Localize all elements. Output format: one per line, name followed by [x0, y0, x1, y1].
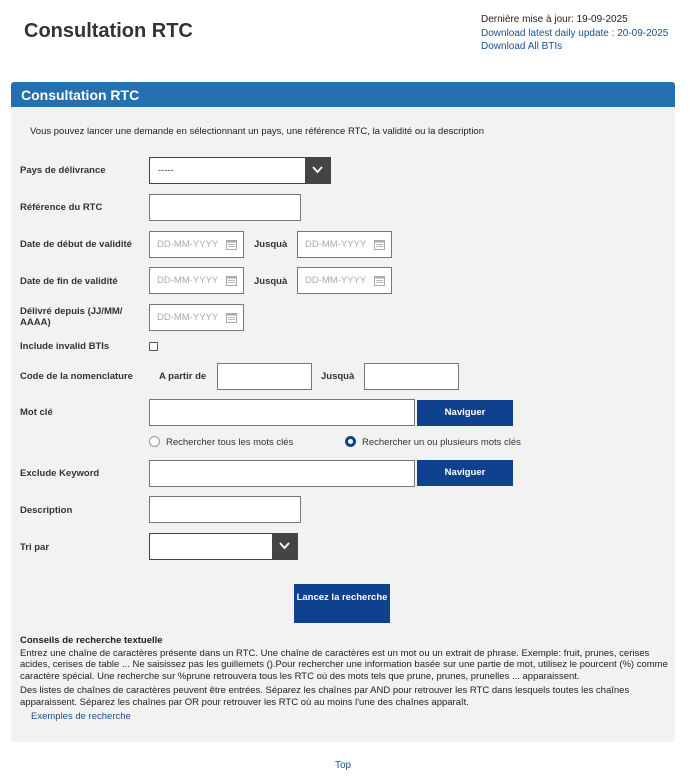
radio-selected-icon — [345, 436, 356, 447]
radio-all-label: Rechercher tous les mots clés — [166, 437, 294, 448]
exclude-keyword-input[interactable] — [149, 460, 415, 487]
page-title: Consultation RTC — [24, 20, 193, 42]
exclude-keyword-label: Exclude Keyword — [20, 468, 100, 479]
sort-select[interactable] — [149, 533, 298, 560]
download-all-link[interactable]: Download All BTIs — [481, 41, 563, 52]
nomenclature-from-label: A partir de — [159, 371, 207, 382]
radio-unselected-icon — [149, 436, 160, 447]
keyword-input[interactable] — [149, 399, 415, 426]
calendar-icon[interactable] — [374, 275, 385, 286]
sort-label: Tri par — [20, 542, 50, 553]
intro-text: Vous pouvez lancer une demande en sélectionnant un pays, une référence RTC, la validité ou la description — [30, 126, 485, 137]
search-tips — [20, 635, 670, 723]
nomenclature-to-input[interactable] — [364, 363, 459, 390]
end-validity-to-input[interactable] — [297, 267, 392, 294]
end-validity-label: Date de fin de validité — [20, 276, 118, 287]
tips-paragraph-2: Des listes de chaînes de caractères peuvent être entrées. Séparez les chaînes par AND pour retrouver les RTC dans lesquels toutes les chaînes apparaissent. Séparez les chaînes par OR pour retrouver les RTC où au moins l'une des chaînes apparaît. — [20, 684, 630, 708]
country-label: Pays de délivrance — [20, 165, 106, 176]
date-placeholder: DD-MM-YYYY — [305, 239, 367, 250]
panel-title: Consultation RTC — [11, 82, 675, 107]
keyword-label: Mot clé — [20, 407, 53, 418]
end-validity-from-input[interactable] — [149, 267, 244, 294]
search-button[interactable]: Lancez la recherche — [294, 584, 390, 623]
nomenclature-until-label: Jusquà — [321, 371, 355, 382]
exclude-browse-button[interactable]: Naviguer — [417, 460, 513, 486]
country-select-value: ----- — [158, 165, 174, 176]
reference-input[interactable] — [149, 194, 301, 221]
search-examples-link[interactable]: Exemples de recherche — [31, 711, 131, 723]
chevron-down-icon — [305, 158, 330, 183]
start-validity-until-label: Jusquà — [254, 239, 288, 250]
radio-all-keywords[interactable] — [149, 436, 293, 448]
calendar-icon[interactable] — [226, 239, 237, 250]
nomenclature-label: Code de la nomenclature — [20, 371, 133, 382]
date-placeholder: DD-MM-YYYY — [305, 275, 367, 286]
description-label: Description — [20, 505, 73, 516]
radio-any-label: Rechercher un ou plusieurs mots clés — [362, 437, 521, 448]
issued-since-label: Délivré depuis (JJ/MM/ AAAA) — [20, 306, 123, 328]
date-placeholder: DD-MM-YYYY — [157, 312, 219, 323]
nomenclature-from-input[interactable] — [217, 363, 312, 390]
calendar-icon[interactable] — [226, 312, 237, 323]
search-panel — [11, 82, 675, 742]
country-select[interactable] — [149, 157, 331, 184]
start-validity-to-input[interactable] — [297, 231, 392, 258]
include-invalid-checkbox[interactable] — [149, 342, 158, 351]
tips-paragraph-1: Entrez une chaîne de caractères présente dans un RTC. Une chaîne de caractères est un mot ou un extrait de phrase. Exemple: fruit, prunes, cerises acides, cerises de table ... Ne saisissez pas les guillemets ().Pour rechercher une information basée sur une partie de mot, utilisez le pourcent (%) comme caractère spécial. Une recherche sur %prune retrouvera tous les RTC où des mots tels que prune, prunes, prunelles ... apparaissent. — [20, 647, 668, 683]
keyword-browse-button[interactable]: Naviguer — [417, 400, 513, 426]
download-daily-link[interactable]: Download latest daily update : 20-09-2025 — [481, 27, 669, 39]
reference-label: Référence du RTC — [20, 202, 103, 213]
update-info — [481, 13, 668, 54]
date-placeholder: DD-MM-YYYY — [157, 275, 219, 286]
issued-since-input[interactable] — [149, 304, 244, 331]
start-validity-label: Date de début de validité — [20, 239, 132, 250]
chevron-down-icon — [272, 534, 297, 559]
calendar-icon[interactable] — [374, 239, 385, 250]
date-placeholder: DD-MM-YYYY — [157, 239, 219, 250]
start-validity-from-input[interactable] — [149, 231, 244, 258]
calendar-icon[interactable] — [226, 275, 237, 286]
radio-any-keywords[interactable] — [345, 436, 521, 448]
last-update-text: Dernière mise à jour: 19-09-2025 — [481, 14, 628, 25]
tips-title: Conseils de recherche textuelle — [20, 635, 163, 646]
back-to-top-link[interactable]: Top — [335, 760, 352, 771]
end-validity-until-label: Jusquà — [254, 276, 288, 287]
description-input[interactable] — [149, 496, 301, 523]
include-invalid-label: Include invalid BTIs — [20, 341, 110, 352]
